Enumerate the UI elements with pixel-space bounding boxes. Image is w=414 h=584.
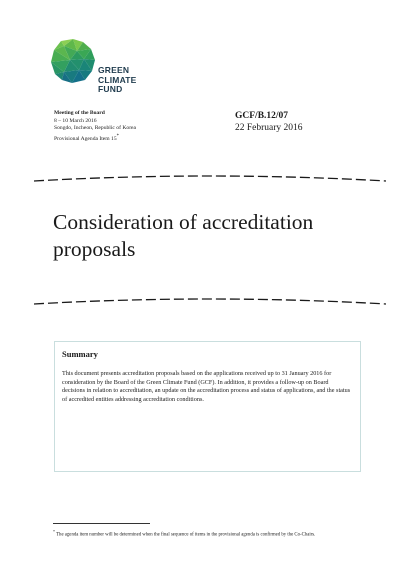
footnote — [53, 528, 353, 539]
agenda-item — [54, 133, 136, 143]
footnote-marker: * — [116, 133, 119, 139]
document-date: 22 February 2016 — [235, 123, 303, 133]
logo-line: CLIMATE — [98, 74, 137, 85]
meeting-info — [54, 110, 136, 143]
footnote-rule — [53, 523, 150, 524]
agenda-item-label: Provisional Agenda Item 15 — [54, 135, 117, 142]
logo-line: GREEN — [98, 65, 130, 75]
logo-line: FUND — [98, 84, 123, 94]
logo-wordmark — [98, 66, 137, 95]
gcf-globe-logo-icon — [50, 38, 96, 84]
meeting-dates: 8 – 10 March 2016 — [54, 117, 97, 124]
summary-text: This document presents accreditation proposals based on the applications received up to 31 January 2016 for consideration by the Board of the Green Climate Fund (GCF). In addition, it provides a follow-up on Board decisions in relation to accreditation, an update on the accreditation process and status of applications, and the status of accredited entities addressing accreditation conditions. — [62, 370, 351, 403]
top-divider — [34, 173, 386, 185]
page-title: Consideration of accreditation proposals — [53, 210, 314, 261]
meeting-name: Meeting of the Board — [54, 110, 105, 116]
footnote-marker: * — [53, 529, 55, 534]
document-reference — [235, 110, 303, 134]
summary-box — [54, 341, 361, 472]
meeting-location: Songdo, Incheon, Republic of Korea — [54, 125, 137, 132]
document-number: GCF/B.12/07 — [235, 111, 289, 121]
bottom-divider — [34, 296, 386, 308]
footnote-text: The agenda item number will be determined when the final sequence of items in the provisional agenda is confirmed by the Co-Chairs. — [56, 532, 316, 538]
summary-heading: Summary — [62, 349, 98, 359]
